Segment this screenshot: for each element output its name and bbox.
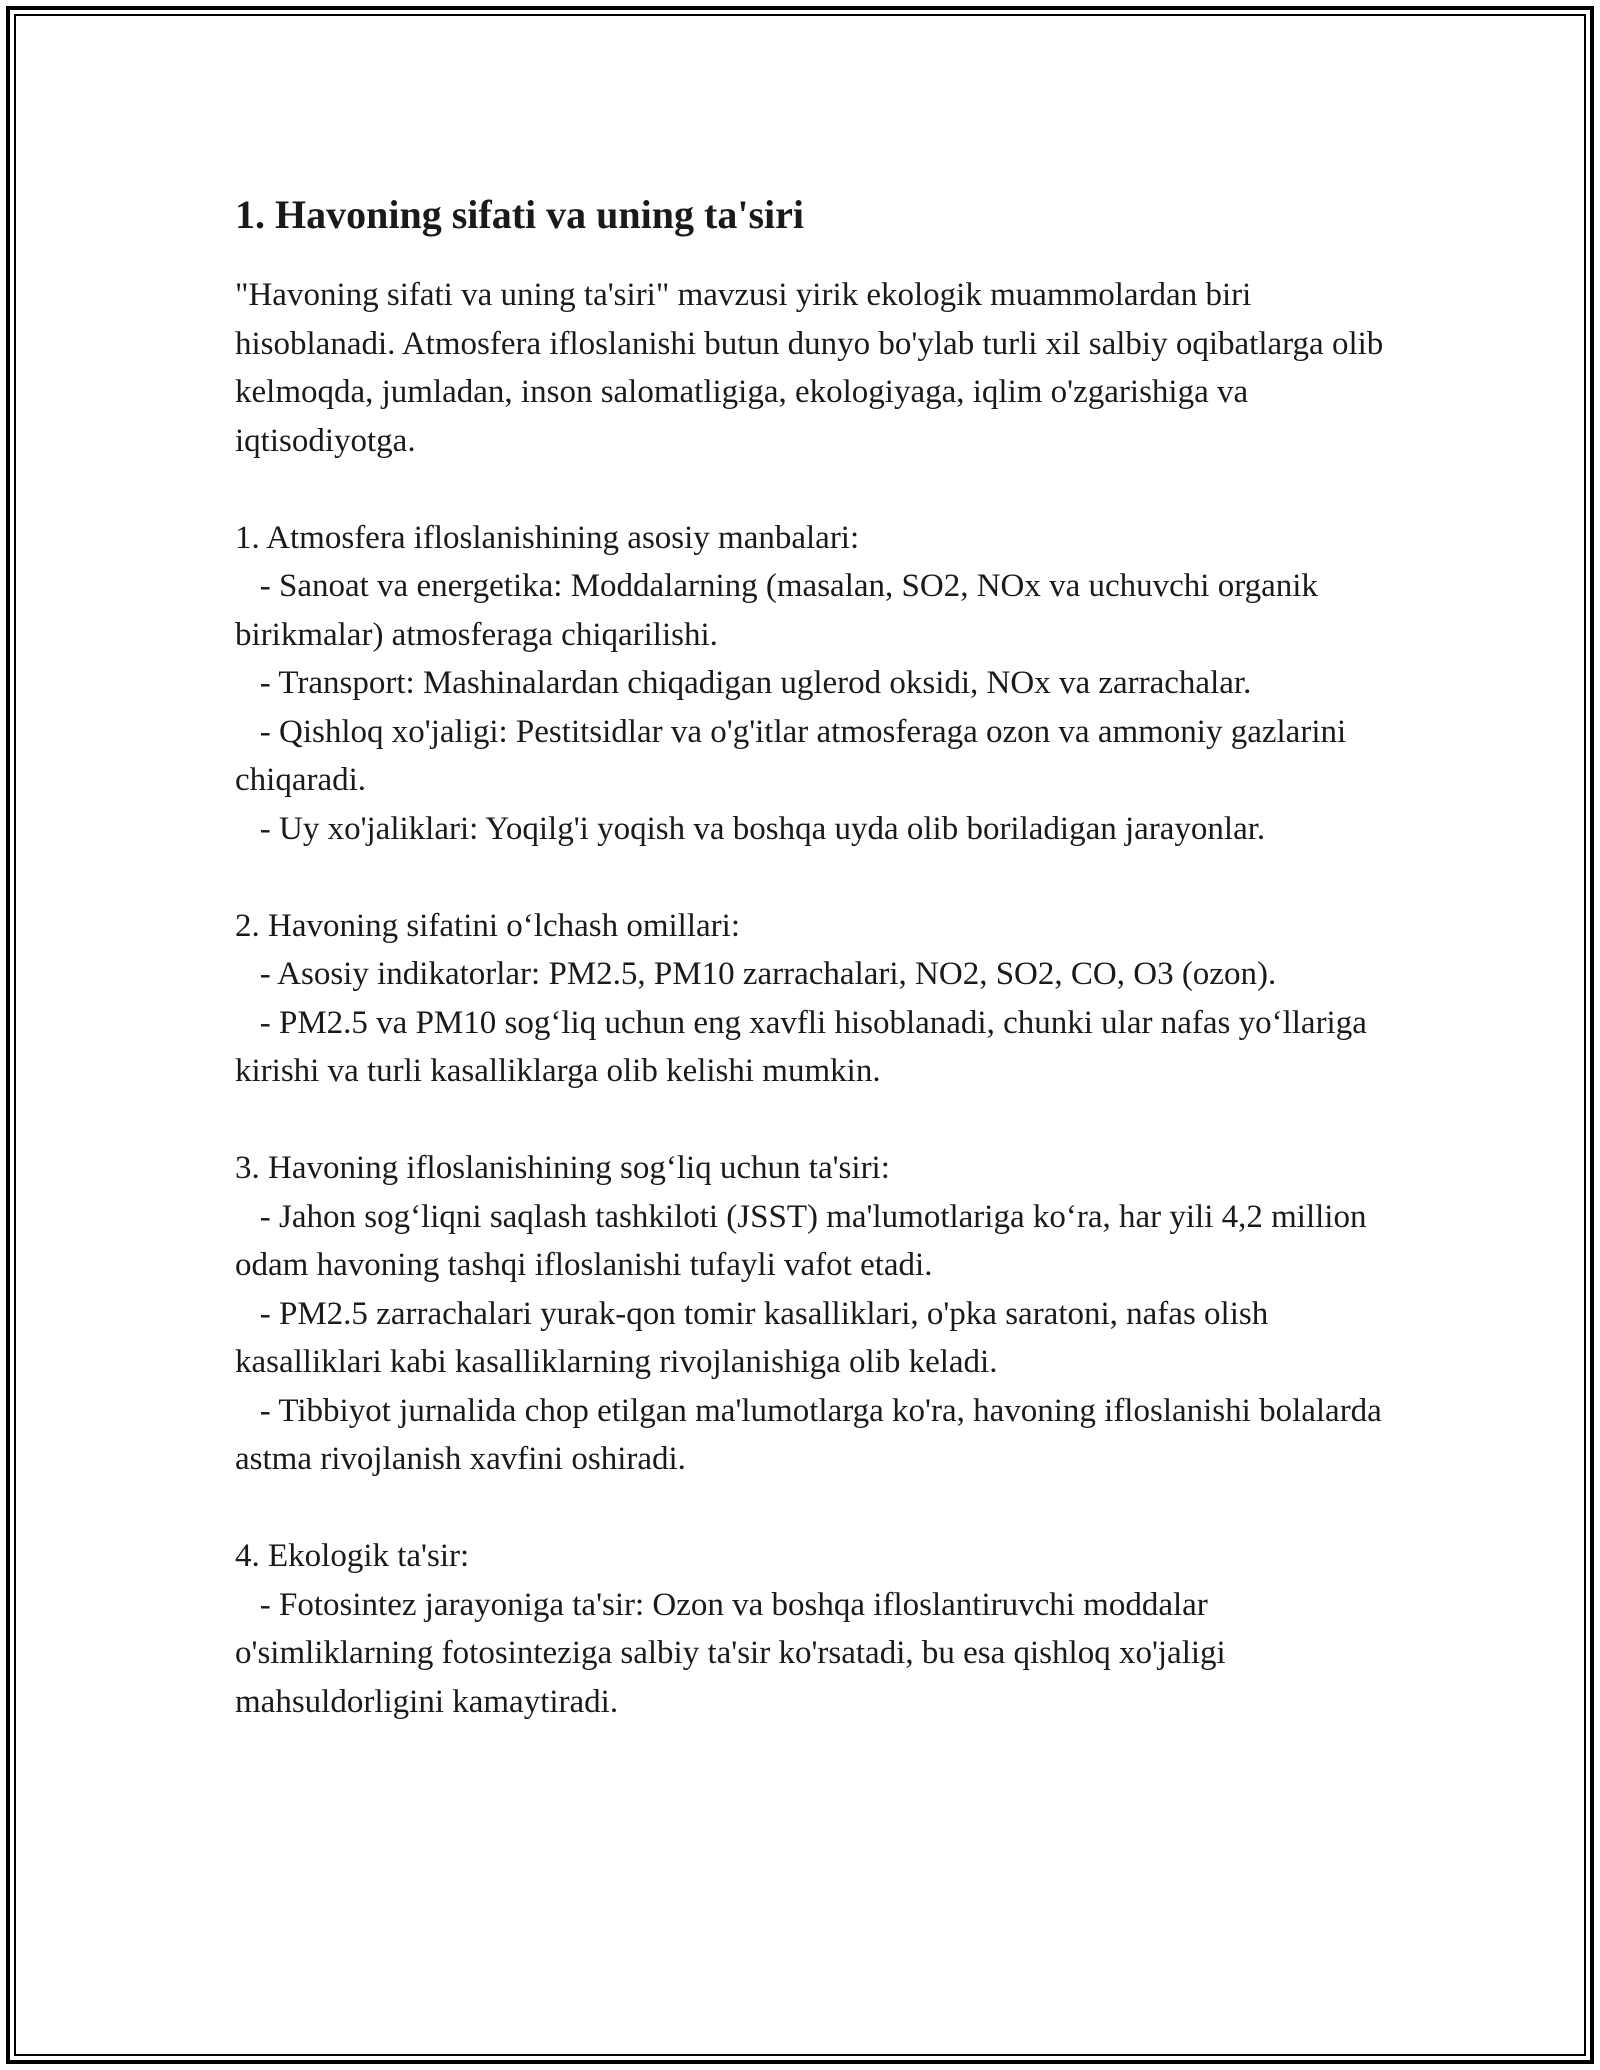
section-3-item: - Tibbiyot jurnalida chop etilgan ma'lumotlarga ko'ra, havoning ifloslanishi bolalarda astma rivojlanish xavfini oshiradi. xyxy=(235,1392,1391,1477)
section-1-item: - Transport: Mashinalardan chiqadigan uglerod oksidi, NOx va zarrachalar. xyxy=(235,665,1252,701)
section-1-title: 1. Atmosfera ifloslanishining asosiy manbalari: xyxy=(235,519,860,556)
section-3-item: - PM2.5 zarrachalari yurak-qon tomir kasalliklari, o'pka saratoni, nafas olish kasalliklari kabi kasalliklarning rivojlanishiga olib keladi. xyxy=(235,1295,1277,1380)
document-heading: 1. Havoning sifati va uning ta'siri xyxy=(235,192,804,237)
section-3-item: - Jahon sog‘liqni saqlash tashkiloti (JSST) ma'lumotlariga ko‘ra, har yili 4,2 million odam havoning tashqi ifloslanishi tufayli vafot etadi. xyxy=(235,1198,1375,1283)
section-2-item: - PM2.5 va PM10 sog‘liq uchun eng xavfli hisoblanadi, chunki ular nafas yo‘llariga kirishi va turli kasalliklarga olib kelishi mumkin. xyxy=(235,1004,1376,1089)
section-2-title: 2. Havoning sifatini o‘lchash omillari: xyxy=(235,907,740,944)
intro-paragraph: "Havoning sifati va uning ta'siri" mavzusi yirik ekologik muammolardan biri hisoblanadi. Atmosfera ifloslanishi butun dunyo bo'ylab turli xil salbiy oqibatlarga olib kelmoqda, jumladan, inson salomatligiga, ekologiyaga, iqlim o'zgarishiga va iqtisodiyotga. xyxy=(235,277,1392,459)
section-3-title: 3. Havoning ifloslanishining sog‘liq uchun ta'siri: xyxy=(235,1150,890,1186)
section-1-item: - Uy xo'jaliklari: Yoqilg'i yoqish va boshqa uyda olib boriladigan jarayonlar. xyxy=(235,810,1266,847)
section-4-item: - Fotosintez jarayoniga ta'sir: Ozon va boshqa ifloslantiruvchi moddalar o'simliklarning fotosinteziga salbiy ta'sir ko'rsatadi, bu esa qishloq xo'jaligi mahsuldorligini kamaytiradi. xyxy=(235,1586,1234,1720)
section-4-title: 4. Ekologik ta'sir: xyxy=(235,1538,470,1574)
section-1-item: - Qishloq xo'jaligi: Pestitsidlar va o'g'itlar atmosferaga ozon va ammoniy gazlarini chiqaradi. xyxy=(235,713,1355,798)
section-1-item: - Sanoat va energetika: Moddalarning (masalan, SO2, NOx va uchuvchi organik birikmalar) atmosferaga chiqarilishi. xyxy=(235,568,1327,653)
section-2-item: - Asosiy indikatorlar: PM2.5, PM10 zarrachalari, NO2, SO2, CO, O3 (ozon). xyxy=(235,956,1277,992)
document-body xyxy=(235,185,1392,1726)
